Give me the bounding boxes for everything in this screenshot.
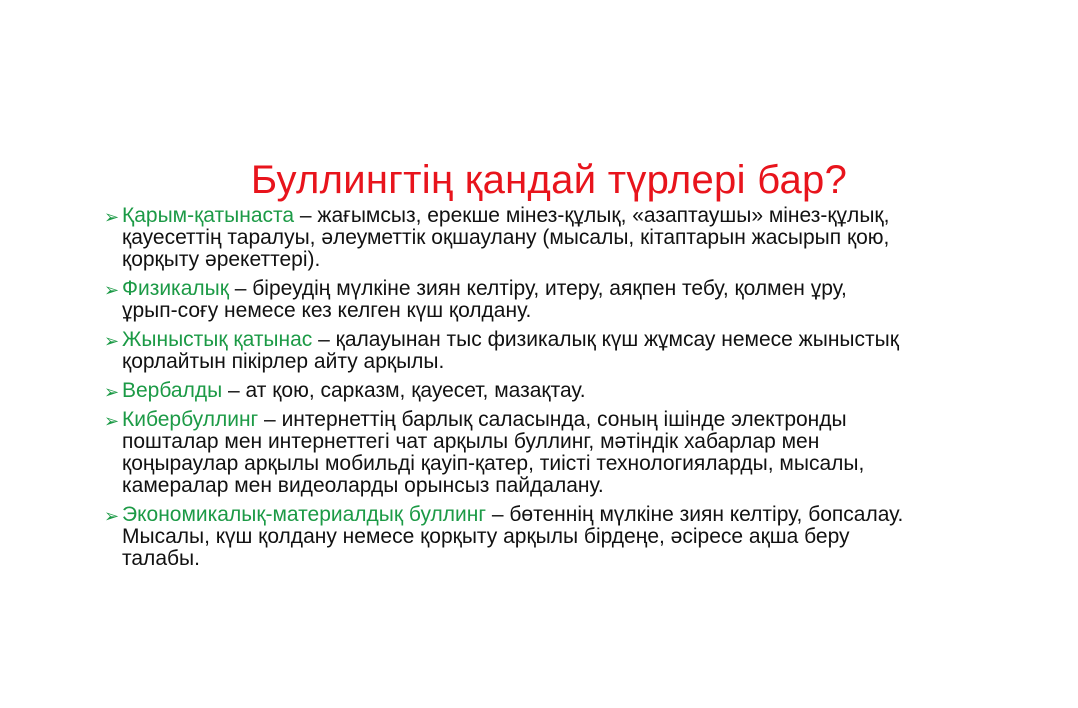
arrow-bullet-icon: ➢	[104, 280, 120, 300]
item-term: Кибербуллинг	[122, 408, 259, 431]
list-item-verbal	[104, 380, 904, 402]
list-item-physical	[104, 278, 904, 322]
item-description: – қалауынан тыс физикалық күш жұмсау немесе жыныстық қорлайтын пікірлер айту арқылы.	[122, 328, 899, 373]
item-description: – біреудің мүлкіне зиян келтіру, итеру, аяқпен тебу, қолмен ұру, ұрып-соғу немесе кез келген күш қолдану.	[122, 277, 847, 322]
item-term: Экономикалық-материалдық буллинг	[122, 503, 487, 526]
arrow-bullet-icon: ➢	[104, 411, 120, 431]
list-item-sexual	[104, 329, 904, 373]
arrow-bullet-icon: ➢	[104, 331, 120, 351]
item-term: Қарым-қатынаста	[122, 204, 295, 227]
slide-title: Буллингтің қандай түрлері бар?	[250, 158, 848, 202]
arrow-bullet-icon: ➢	[104, 382, 120, 402]
list-item-cyberbullying	[104, 409, 904, 497]
item-description: – ат қою, сарказм, қауесет, мазақтау.	[222, 379, 586, 402]
item-term: Вербалды	[122, 379, 223, 402]
bullying-types-list	[104, 205, 904, 577]
item-description: – жағымсыз, ерекше мінез-құлық, «азаптаушы» мінез-құлық, қауесеттің таралуы, әлеуметтік оқшаулану (мысалы, кітаптарын жасырып қою, қорқыту әрекеттері).	[122, 204, 890, 271]
arrow-bullet-icon: ➢	[104, 207, 120, 227]
list-item-economic	[104, 504, 904, 570]
item-term: Физикалық	[122, 277, 229, 300]
item-description: – интернеттің барлық саласында, соның ішінде электронды пошталар мен интернеттегі чат арқылы буллинг, мәтіндік хабарлар мен қоңыраулар арқылы мобильді қауіп-қатер, тиісті технологияларды, мысалы, камералар мен видеоларды орынсыз пайдалану.	[122, 408, 865, 497]
arrow-bullet-icon: ➢	[104, 506, 120, 526]
item-description: – бөтеннің мүлкіне зиян келтіру, бопсалау. Мысалы, күш қолдану немесе қорқыту арқылы бірдеңе, әсіресе ақша беру талабы.	[122, 503, 904, 570]
list-item-relational	[104, 205, 904, 271]
item-term: Жыныстық қатынас	[122, 328, 313, 351]
